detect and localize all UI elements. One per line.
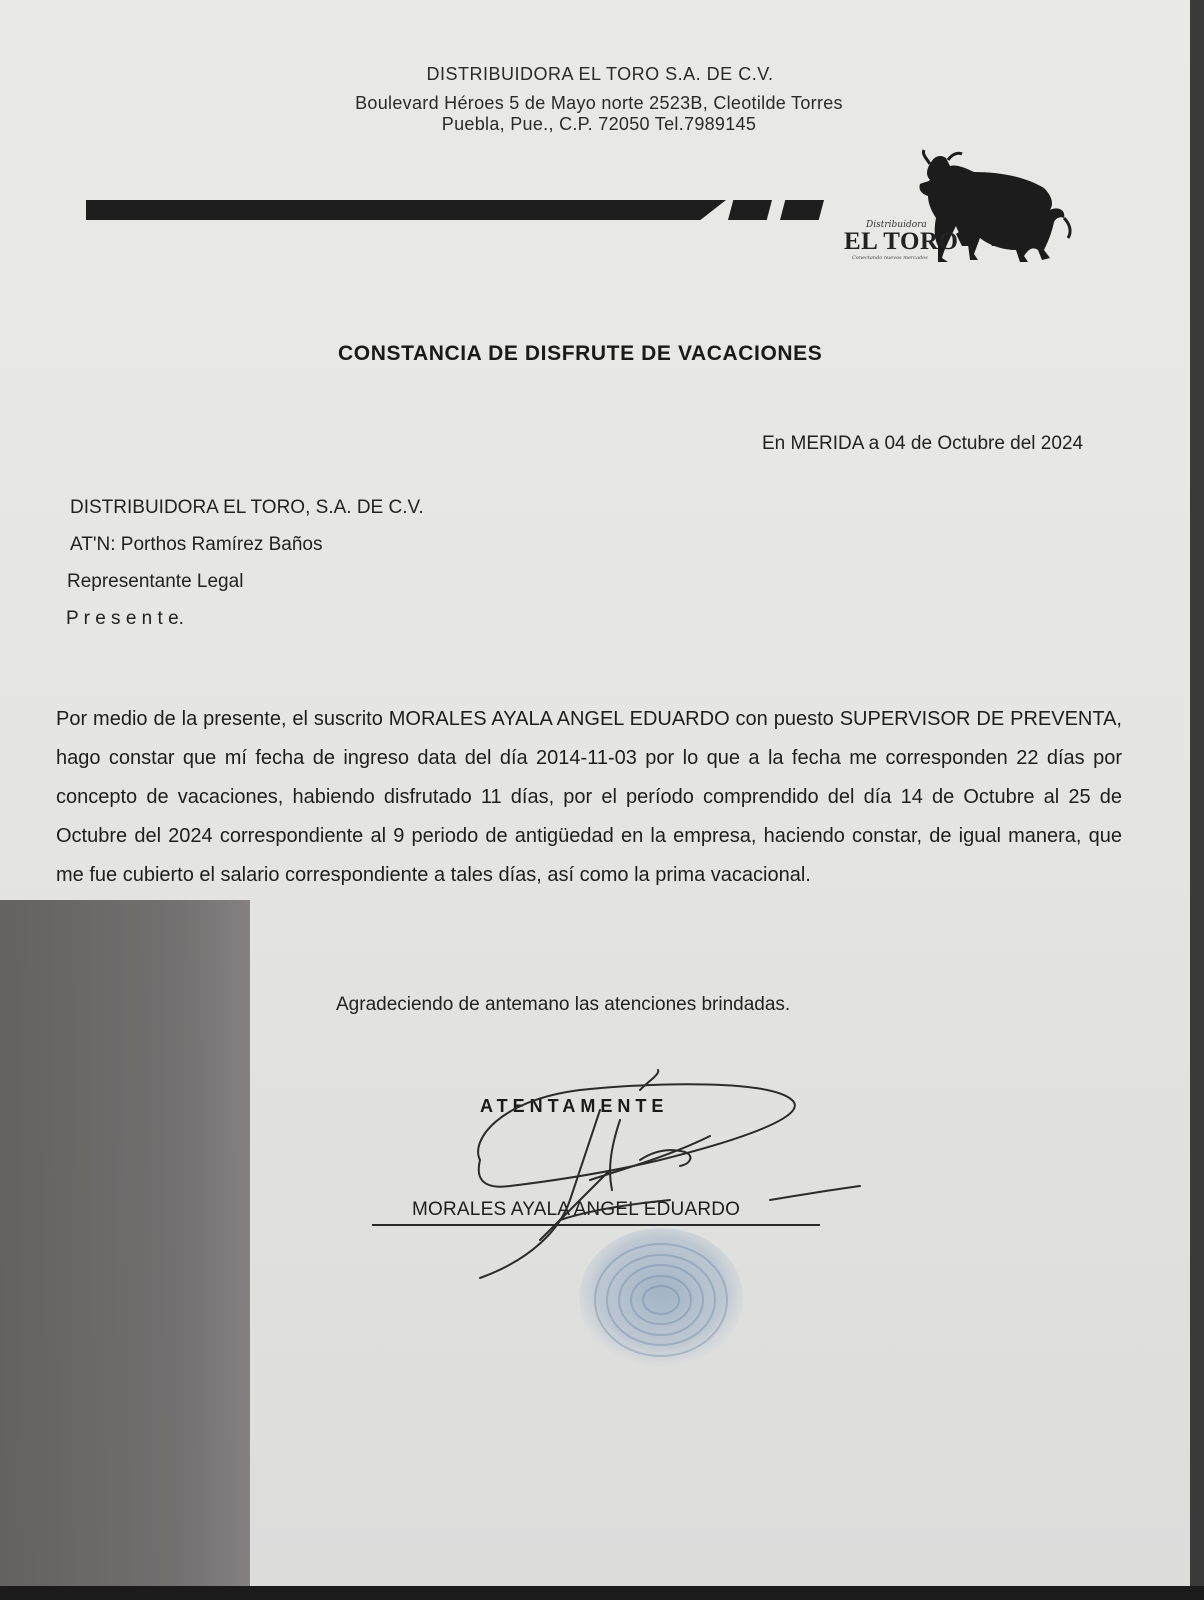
place-date-line: En MERIDA a 04 de Octubre del 2024 (762, 433, 1084, 454)
background-edge-bottom (0, 1586, 1204, 1600)
logo-brand-name: EL TORO (844, 228, 959, 255)
addressee-role: Representante Legal (67, 571, 244, 592)
header-company-name: DISTRIBUIDORA EL TORO S.A. DE C.V. (426, 64, 774, 84)
logo-tagline: Conectando nuevos mercados (852, 255, 928, 261)
signer-name: MORALES AYALA ANGEL EDUARDO (412, 1199, 741, 1220)
closing-thanks: Agradeciendo de antemano las atenciones brindadas. (336, 994, 791, 1015)
header-rule-bar (86, 200, 726, 220)
addressee-company: DISTRIBUIDORA EL TORO, S.A. DE C.V. (70, 497, 424, 518)
addressee-presente: P r e s e n t e. (66, 608, 184, 629)
thumbprint-icon (566, 1220, 756, 1380)
header-rule-tab (780, 200, 824, 220)
header-city-phone: Puebla, Pue., C.P. 72050 Tel.7989145 (441, 114, 757, 134)
header-rule-tab (728, 200, 772, 220)
body-paragraph: Por medio de la presente, el suscrito MORALES AYALA ANGEL EDUARDO con puesto SUPERVISOR DE PREVENTA, hago constar que mí fecha de ingreso data del día 2014-11-03 por lo que a la fecha me corresponden 22 días por concepto de vacaciones, habiendo disfrutado 11 días, por el período comprendido del día 14 de Octubre al 25 de Octubre del 2024 correspondiente al 9 periodo de antigüedad en la empresa, haciendo constar, de igual manera, que me fue cubierto el salario correspondiente a tales días, así como la prima vacacional. (56, 708, 1122, 886)
background-edge-right (1190, 0, 1204, 1600)
signature-line (372, 1224, 820, 1226)
closing-salutation: ATENTAMENTE (480, 1096, 669, 1116)
photo-shadow (0, 900, 250, 1588)
document-title: CONSTANCIA DE DISFRUTE DE VACACIONES (338, 342, 823, 365)
addressee-attention: AT'N: Porthos Ramírez Baños (70, 534, 323, 555)
header-address: Boulevard Héroes 5 de Mayo norte 2523B, Cleotilde Torres (355, 93, 843, 113)
logo-distribuidora-text: Distribuidora (866, 220, 927, 230)
